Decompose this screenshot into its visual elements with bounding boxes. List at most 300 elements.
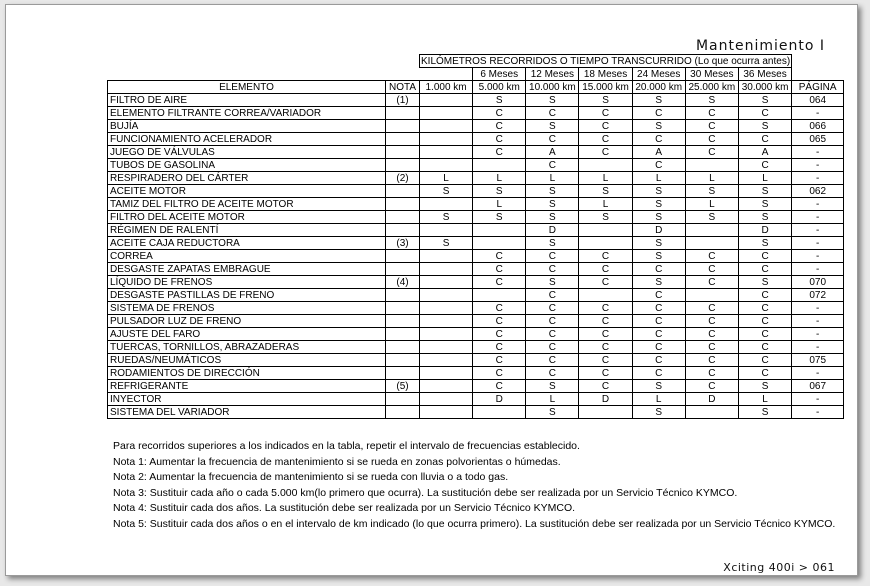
- interval-cell: S: [420, 237, 473, 250]
- note-line: Nota 1: Aumentar la frecuencia de mantenimiento si se rueda en zonas polvorientas o húmedas.: [113, 455, 561, 468]
- interval-cell: S: [738, 211, 791, 224]
- interval-cell: S: [632, 380, 685, 393]
- elemento-cell: BUJÍA: [108, 120, 386, 133]
- note-line: Nota 4: Sustituir cada dos años. La sustitución debe ser realizada por un Servicio Técnico KYMCO.: [113, 502, 576, 514]
- elemento-cell: RODAMIENTOS DE DIRECCIÓN: [108, 367, 386, 380]
- nota-cell: [386, 211, 420, 224]
- elemento-cell: TAMIZ DEL FILTRO DE ACEITE MOTOR: [108, 198, 386, 211]
- interval-cell: S: [526, 406, 579, 419]
- interval-cell: [420, 302, 473, 315]
- table-row: [108, 159, 844, 172]
- nota-cell: [386, 354, 420, 367]
- interval-cell: C: [526, 302, 579, 315]
- table-row: [108, 367, 844, 380]
- group-header-row: [108, 55, 844, 68]
- interval-cell: [473, 237, 526, 250]
- interval-cell: L: [632, 393, 685, 406]
- interval-cell: C: [738, 263, 791, 276]
- km-header: 20.000 km: [632, 81, 685, 94]
- nota-cell: [386, 224, 420, 237]
- interval-cell: [420, 393, 473, 406]
- interval-cell: C: [473, 133, 526, 146]
- interval-cell: S: [526, 211, 579, 224]
- interval-cell: C: [473, 315, 526, 328]
- note-line: Nota 3: Sustituir cada año o cada 5.000 km(lo primero que ocurra). La sustitución debe ser realizada por un Servicio Técnico KYMCO.: [113, 486, 738, 499]
- note-line: Para recorridos superiores a los indicados en la tabla, repetir el intervalo de frecuencias establecido.: [113, 440, 580, 452]
- interval-cell: [420, 380, 473, 393]
- interval-cell: C: [685, 328, 738, 341]
- table-row: [108, 120, 844, 133]
- interval-cell: S: [738, 120, 791, 133]
- interval-cell: C: [526, 263, 579, 276]
- interval-cell: C: [526, 250, 579, 263]
- elemento-header: ELEMENTO: [108, 81, 386, 94]
- interval-cell: C: [685, 315, 738, 328]
- table-body: [108, 94, 844, 419]
- interval-cell: S: [473, 185, 526, 198]
- interval-cell: L: [685, 172, 738, 185]
- pagina-cell: 070: [792, 276, 844, 289]
- table-row: [108, 185, 844, 198]
- table-row: [108, 380, 844, 393]
- pagina-cell: 062: [792, 185, 844, 198]
- pagina-cell: -: [792, 263, 844, 276]
- interval-cell: C: [632, 367, 685, 380]
- interval-cell: C: [526, 328, 579, 341]
- interval-cell: [685, 289, 738, 302]
- pagina-cell: -: [792, 250, 844, 263]
- interval-cell: C: [526, 133, 579, 146]
- elemento-cell: SISTEMA DE FRENOS: [108, 302, 386, 315]
- pagina-cell: -: [792, 315, 844, 328]
- interval-cell: C: [526, 159, 579, 172]
- column-header-row: [108, 81, 844, 94]
- interval-cell: C: [685, 263, 738, 276]
- interval-cell: C: [632, 263, 685, 276]
- nota-cell: (4): [386, 276, 420, 289]
- nota-cell: [386, 315, 420, 328]
- month-header: 12 Meses: [526, 68, 579, 81]
- interval-cell: C: [579, 276, 632, 289]
- interval-cell: C: [632, 315, 685, 328]
- note-line: Nota 5: Sustituir cada dos años o en el intervalo de km indicado (lo que ocurra primero). La sustitución debe ser realizada por un Servicio Técnico KYMCO.: [113, 517, 836, 530]
- interval-cell: S: [526, 185, 579, 198]
- pagina-cell: -: [792, 146, 844, 159]
- elemento-cell: ELEMENTO FILTRANTE CORREA/VARIADOR: [108, 107, 386, 120]
- interval-cell: S: [473, 94, 526, 107]
- interval-cell: [579, 237, 632, 250]
- nota-cell: [386, 302, 420, 315]
- elemento-cell: FILTRO DE AIRE: [108, 94, 386, 107]
- interval-cell: C: [526, 341, 579, 354]
- pagina-cell: 067: [792, 380, 844, 393]
- interval-cell: C: [685, 354, 738, 367]
- interval-cell: C: [579, 263, 632, 276]
- month-header: 6 Meses: [473, 68, 526, 81]
- interval-cell: [420, 406, 473, 419]
- km-header: 30.000 km: [738, 81, 791, 94]
- interval-cell: S: [526, 380, 579, 393]
- interval-cell: L: [420, 172, 473, 185]
- interval-cell: C: [738, 341, 791, 354]
- interval-cell: C: [579, 367, 632, 380]
- elemento-cell: SISTEMA DEL VARIADOR: [108, 406, 386, 419]
- interval-cell: C: [738, 133, 791, 146]
- interval-cell: C: [579, 120, 632, 133]
- nota-header: NOTA: [386, 81, 420, 94]
- interval-cell: C: [738, 159, 791, 172]
- interval-cell: C: [473, 354, 526, 367]
- interval-cell: D: [526, 224, 579, 237]
- nota-cell: [386, 263, 420, 276]
- elemento-cell: INYECTOR: [108, 393, 386, 406]
- pagina-cell: -: [792, 224, 844, 237]
- interval-cell: [420, 354, 473, 367]
- interval-cell: C: [632, 341, 685, 354]
- table-row: [108, 354, 844, 367]
- interval-cell: C: [738, 315, 791, 328]
- interval-cell: [473, 406, 526, 419]
- elemento-cell: LÍQUIDO DE FRENOS: [108, 276, 386, 289]
- table-row: [108, 276, 844, 289]
- interval-cell: C: [473, 250, 526, 263]
- interval-cell: L: [579, 172, 632, 185]
- pagina-cell: -: [792, 328, 844, 341]
- pagina-cell: -: [792, 341, 844, 354]
- table-row: [108, 237, 844, 250]
- interval-cell: [420, 94, 473, 107]
- pagina-header: PÁGINA: [792, 81, 844, 94]
- pagina-cell: -: [792, 107, 844, 120]
- interval-cell: C: [738, 302, 791, 315]
- pagina-cell: 065: [792, 133, 844, 146]
- interval-cell: S: [526, 120, 579, 133]
- interval-cell: C: [685, 341, 738, 354]
- elemento-cell: AJUSTE DEL FARO: [108, 328, 386, 341]
- nota-cell: (2): [386, 172, 420, 185]
- interval-cell: [420, 120, 473, 133]
- interval-cell: S: [420, 211, 473, 224]
- interval-cell: C: [632, 159, 685, 172]
- interval-cell: C: [738, 328, 791, 341]
- interval-cell: C: [685, 276, 738, 289]
- pagina-cell: -: [792, 393, 844, 406]
- elemento-cell: DESGASTE PASTILLAS DE FRENO: [108, 289, 386, 302]
- month-header: 30 Meses: [685, 68, 738, 81]
- interval-cell: D: [473, 393, 526, 406]
- interval-cell: D: [632, 224, 685, 237]
- interval-cell: [420, 341, 473, 354]
- pagina-cell: -: [792, 172, 844, 185]
- interval-cell: [579, 159, 632, 172]
- interval-cell: [579, 224, 632, 237]
- interval-cell: S: [632, 198, 685, 211]
- interval-cell: [420, 224, 473, 237]
- interval-cell: [685, 237, 738, 250]
- table-row: [108, 146, 844, 159]
- interval-cell: C: [579, 133, 632, 146]
- pagina-cell: -: [792, 198, 844, 211]
- interval-cell: C: [473, 107, 526, 120]
- interval-cell: C: [473, 146, 526, 159]
- elemento-cell: FUNCIONAMIENTO ACELERADOR: [108, 133, 386, 146]
- interval-cell: [420, 263, 473, 276]
- interval-cell: [420, 276, 473, 289]
- note-line: Nota 2: Aumentar la frecuencia de mantenimiento si se rueda con lluvia o a todo gas.: [113, 471, 509, 483]
- table-row: [108, 302, 844, 315]
- elemento-cell: RÉGIMEN DE RALENTÍ: [108, 224, 386, 237]
- table-row: [108, 289, 844, 302]
- interval-cell: S: [526, 94, 579, 107]
- interval-cell: A: [632, 146, 685, 159]
- interval-cell: S: [632, 120, 685, 133]
- interval-cell: [420, 367, 473, 380]
- interval-cell: [685, 159, 738, 172]
- interval-cell: [420, 133, 473, 146]
- interval-cell: S: [685, 185, 738, 198]
- interval-cell: [473, 159, 526, 172]
- interval-cell: C: [526, 107, 579, 120]
- interval-cell: S: [526, 198, 579, 211]
- month-header: 24 Meses: [632, 68, 685, 81]
- interval-cell: C: [685, 302, 738, 315]
- interval-cell: S: [738, 198, 791, 211]
- interval-cell: C: [579, 328, 632, 341]
- interval-cell: C: [738, 354, 791, 367]
- interval-cell: S: [579, 94, 632, 107]
- interval-cell: S: [738, 406, 791, 419]
- elemento-cell: CORREA: [108, 250, 386, 263]
- nota-cell: [386, 120, 420, 133]
- interval-cell: S: [738, 276, 791, 289]
- interval-cell: L: [738, 393, 791, 406]
- page-footer: Xciting 400i > 061: [723, 561, 835, 574]
- pagina-cell: -: [792, 302, 844, 315]
- interval-cell: C: [579, 107, 632, 120]
- months-row: [108, 68, 844, 81]
- interval-cell: C: [579, 315, 632, 328]
- table-row: [108, 341, 844, 354]
- nota-cell: [386, 406, 420, 419]
- interval-cell: A: [526, 146, 579, 159]
- elemento-cell: FILTRO DEL ACEITE MOTOR: [108, 211, 386, 224]
- elemento-cell: REFRIGERANTE: [108, 380, 386, 393]
- interval-cell: C: [738, 250, 791, 263]
- interval-cell: L: [473, 198, 526, 211]
- interval-cell: L: [685, 198, 738, 211]
- interval-cell: [473, 224, 526, 237]
- pagina-cell: -: [792, 406, 844, 419]
- table-row: [108, 315, 844, 328]
- nota-cell: [386, 250, 420, 263]
- table-row: [108, 224, 844, 237]
- nota-cell: [386, 185, 420, 198]
- interval-cell: S: [632, 250, 685, 263]
- interval-cell: S: [579, 185, 632, 198]
- interval-cell: C: [738, 367, 791, 380]
- table-row: [108, 406, 844, 419]
- group-header: KILÓMETROS RECORRIDOS O TIEMPO TRANSCURRIDO (Lo que ocurra antes): [421, 55, 791, 67]
- interval-cell: S: [632, 237, 685, 250]
- interval-cell: S: [738, 237, 791, 250]
- interval-cell: C: [473, 367, 526, 380]
- interval-cell: S: [685, 94, 738, 107]
- elemento-cell: JUEGO DE VÁLVULAS: [108, 146, 386, 159]
- interval-cell: C: [685, 367, 738, 380]
- interval-cell: [420, 107, 473, 120]
- interval-cell: D: [579, 393, 632, 406]
- interval-cell: C: [632, 302, 685, 315]
- interval-cell: S: [738, 380, 791, 393]
- table-row: [108, 211, 844, 224]
- interval-cell: L: [526, 172, 579, 185]
- nota-cell: [386, 146, 420, 159]
- nota-cell: [386, 367, 420, 380]
- nota-cell: [386, 107, 420, 120]
- interval-cell: C: [579, 302, 632, 315]
- manual-page: [5, 4, 858, 576]
- elemento-cell: RUEDAS/NEUMÁTICOS: [108, 354, 386, 367]
- table-row: [108, 94, 844, 107]
- interval-cell: C: [685, 250, 738, 263]
- interval-cell: [420, 315, 473, 328]
- interval-cell: S: [526, 237, 579, 250]
- interval-cell: S: [473, 211, 526, 224]
- interval-cell: [473, 289, 526, 302]
- notes-block: [113, 439, 835, 532]
- table-row: [108, 250, 844, 263]
- pagina-cell: -: [792, 237, 844, 250]
- table-row: [108, 393, 844, 406]
- interval-cell: C: [473, 302, 526, 315]
- interval-cell: C: [632, 328, 685, 341]
- nota-cell: [386, 133, 420, 146]
- elemento-cell: DESGASTE ZAPATAS EMBRAGUE: [108, 263, 386, 276]
- interval-cell: C: [632, 289, 685, 302]
- interval-cell: S: [420, 185, 473, 198]
- interval-cell: D: [685, 393, 738, 406]
- interval-cell: C: [473, 263, 526, 276]
- interval-cell: C: [526, 354, 579, 367]
- interval-cell: [420, 250, 473, 263]
- nota-cell: [386, 341, 420, 354]
- interval-cell: S: [632, 211, 685, 224]
- interval-cell: C: [685, 120, 738, 133]
- interval-cell: L: [579, 198, 632, 211]
- nota-cell: [386, 159, 420, 172]
- pagina-cell: -: [792, 211, 844, 224]
- interval-cell: C: [738, 107, 791, 120]
- table-row: [108, 198, 844, 211]
- interval-cell: S: [632, 94, 685, 107]
- nota-cell: (5): [386, 380, 420, 393]
- nota-cell: [386, 328, 420, 341]
- elemento-cell: ACEITE MOTOR: [108, 185, 386, 198]
- interval-cell: C: [579, 250, 632, 263]
- interval-cell: D: [738, 224, 791, 237]
- km-header: 1.000 km: [420, 81, 473, 94]
- interval-cell: S: [632, 185, 685, 198]
- table-row: [108, 328, 844, 341]
- interval-cell: [685, 224, 738, 237]
- interval-cell: C: [685, 133, 738, 146]
- nota-cell: (1): [386, 94, 420, 107]
- pagina-cell: 072: [792, 289, 844, 302]
- table-row: [108, 107, 844, 120]
- elemento-cell: TUBOS DE GASOLINA: [108, 159, 386, 172]
- nota-cell: [386, 393, 420, 406]
- interval-cell: [420, 289, 473, 302]
- nota-cell: (3): [386, 237, 420, 250]
- interval-cell: C: [685, 107, 738, 120]
- interval-cell: [420, 328, 473, 341]
- interval-cell: L: [473, 172, 526, 185]
- interval-cell: A: [738, 146, 791, 159]
- interval-cell: C: [579, 380, 632, 393]
- interval-cell: S: [738, 94, 791, 107]
- section-title: Mantenimiento I: [695, 38, 825, 54]
- month-header: 18 Meses: [579, 68, 632, 81]
- interval-cell: C: [579, 146, 632, 159]
- interval-cell: C: [473, 328, 526, 341]
- interval-cell: C: [632, 354, 685, 367]
- interval-cell: C: [473, 341, 526, 354]
- interval-cell: C: [526, 367, 579, 380]
- elemento-cell: PULSADOR LUZ DE FRENO: [108, 315, 386, 328]
- km-header: 5.000 km: [473, 81, 526, 94]
- interval-cell: [420, 146, 473, 159]
- pagina-cell: -: [792, 159, 844, 172]
- table-row: [108, 263, 844, 276]
- interval-cell: S: [632, 276, 685, 289]
- elemento-cell: RESPIRADERO DEL CÁRTER: [108, 172, 386, 185]
- interval-cell: S: [579, 211, 632, 224]
- km-header: 25.000 km: [685, 81, 738, 94]
- interval-cell: [420, 198, 473, 211]
- interval-cell: C: [579, 354, 632, 367]
- nota-cell: [386, 289, 420, 302]
- elemento-cell: ACEITE CAJA REDUCTORA: [108, 237, 386, 250]
- interval-cell: S: [685, 211, 738, 224]
- interval-cell: [579, 406, 632, 419]
- interval-cell: L: [526, 393, 579, 406]
- elemento-cell: TUERCAS, TORNILLOS, ABRAZADERAS: [108, 341, 386, 354]
- km-header: 15.000 km: [579, 81, 632, 94]
- interval-cell: C: [526, 315, 579, 328]
- nota-cell: [386, 198, 420, 211]
- interval-cell: C: [632, 133, 685, 146]
- maintenance-table: [107, 54, 844, 419]
- pagina-cell: 075: [792, 354, 844, 367]
- interval-cell: C: [473, 380, 526, 393]
- month-header: 36 Meses: [738, 68, 791, 81]
- interval-cell: C: [526, 289, 579, 302]
- km-header: 10.000 km: [526, 81, 579, 94]
- interval-cell: L: [738, 172, 791, 185]
- interval-cell: L: [632, 172, 685, 185]
- interval-cell: C: [473, 120, 526, 133]
- interval-cell: C: [685, 146, 738, 159]
- interval-cell: C: [579, 341, 632, 354]
- interval-cell: C: [738, 289, 791, 302]
- interval-cell: C: [473, 276, 526, 289]
- interval-cell: C: [685, 380, 738, 393]
- interval-cell: S: [526, 276, 579, 289]
- interval-cell: S: [738, 185, 791, 198]
- interval-cell: C: [632, 107, 685, 120]
- interval-cell: [685, 406, 738, 419]
- table-row: [108, 133, 844, 146]
